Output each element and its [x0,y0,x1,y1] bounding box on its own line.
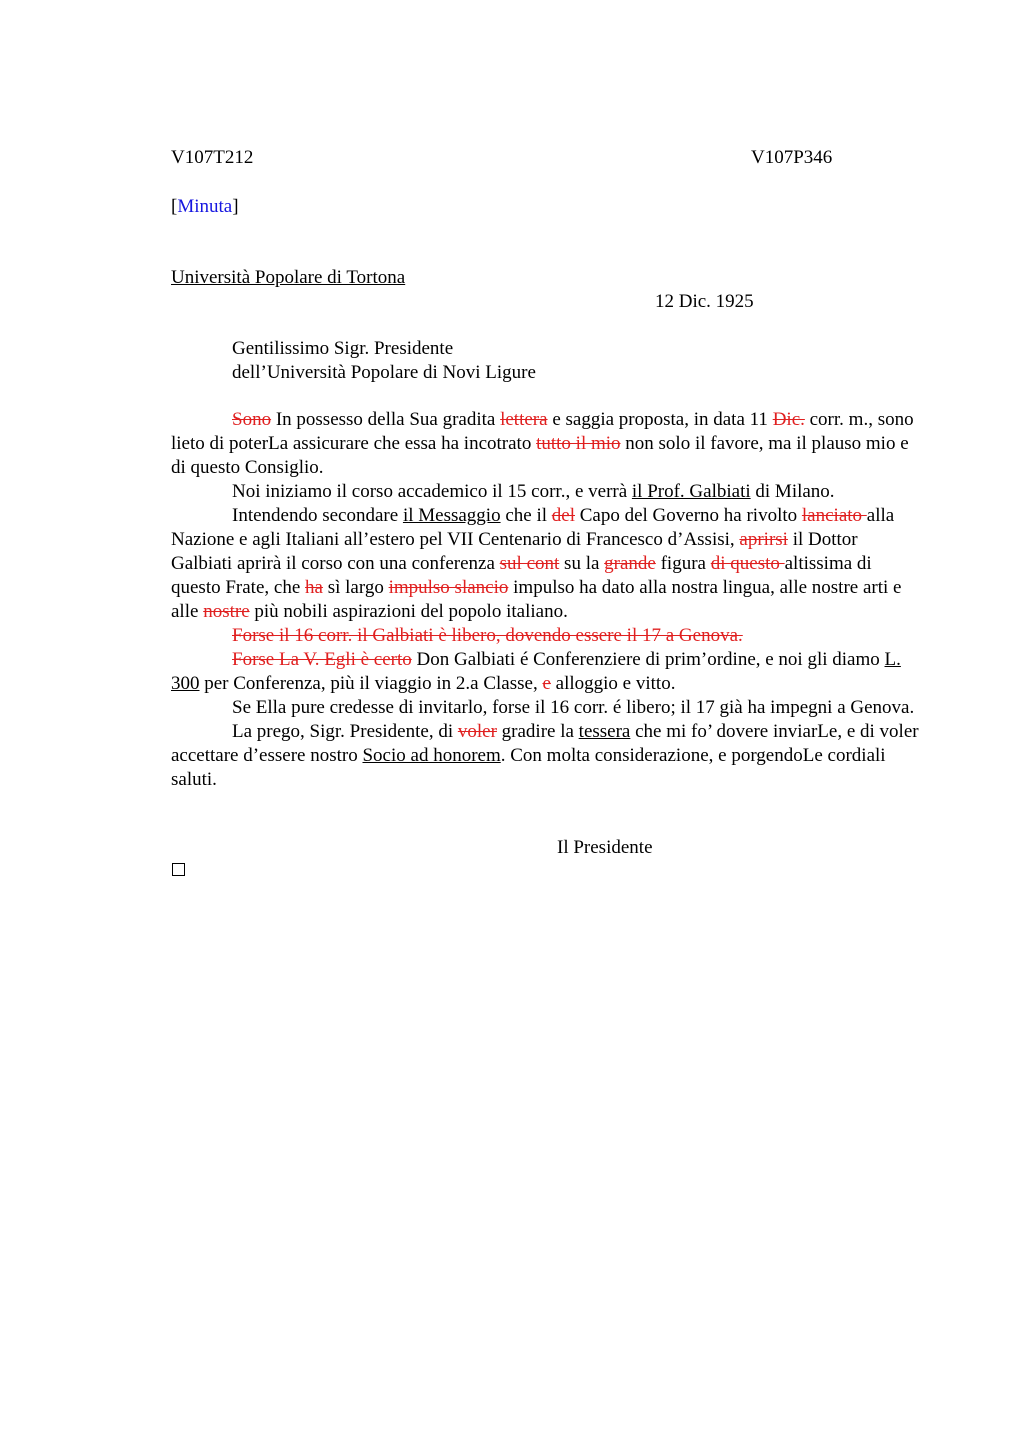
text: corr. m., sono lieto di poterLa assicurare che essa ha incotrato [171,409,914,454]
text: Noi iniziamo il corso accademico il 15 corr., e verrà [232,481,632,502]
salutation-line-1: Gentilissimo Sigr. Presidente [232,338,454,359]
text: impulso ha dato alla nostra lingua, alle nostre arti e alle [171,577,902,622]
underlined-text: Socio ad honorem [362,745,501,766]
deleted-text: di questo [710,553,785,574]
deleted-text: del [551,505,575,526]
deleted-text: impulso slancio [388,577,509,598]
underlined-text: L. 300 [171,649,901,694]
text: Se Ella pure credesse di invitarlo, forse il 16 corr. é libero; il 17 già ha impegni a Genova. [232,697,915,718]
letter-date: 12 Dic. 1925 [655,291,754,312]
text: su la [559,553,605,574]
text: sì largo [322,577,389,598]
deleted-text: sul cont [499,553,560,574]
underlined-text: il Prof. Galbiati [631,481,751,502]
text: il Dottor Galbiati aprirà il corso con una conferenza [171,529,858,574]
deleted-text: ha [305,577,323,598]
deleted-text: grande [604,553,656,574]
deleted-text: Sono [232,409,272,430]
deleted-text: e [542,673,551,694]
deleted-text: tutto il mio [536,433,621,454]
text: gradire la [496,721,579,742]
deleted-text: Dic. [772,409,805,430]
text: altissima di questo Frate, che [171,553,872,598]
letterhead: Università Popolare di Tortona [171,267,406,288]
minuta-label [171,195,239,219]
text: e saggia proposta, in data 11 [547,409,773,430]
minuta-link[interactable]: Minuta [177,196,233,217]
left-document-code: V107T212 [171,147,254,168]
right-document-code: V107P346 [751,147,833,168]
text: per Conferenza, più il viaggio in 2.a Classe, [199,673,543,694]
text: Don Galbiati é Conferenziere di prim’ordine, e noi gli diamo [411,649,885,670]
text: alloggio e vitto. [550,673,676,694]
paragraph-4 [171,624,923,648]
paragraph-2 [171,480,923,504]
deleted-text: voler [457,721,497,742]
paragraph-5 [171,648,923,696]
text: In possesso della Sua gradita [271,409,501,430]
deleted-text: lettera [500,409,548,430]
deleted-text: aprirsi [739,529,788,550]
text: Intendendo secondare [232,505,403,526]
text: . Con molta considerazione, e porgendoLe cordiali saluti. [171,745,886,790]
checkbox-square [172,863,185,876]
deleted-text: Forse La V. Egli è certo [232,649,412,670]
paragraph-6 [171,696,923,720]
paragraph-7 [171,720,923,792]
text: alla Nazione e agli Italiani all’estero pel VII Centenario di Francesco d’Assisi, [171,505,895,550]
deleted-text: lanciato [801,505,867,526]
salutation-line-2: dell’Università Popolare di Novi Ligure [232,362,536,383]
text: Capo del Governo ha rivolto [574,505,802,526]
paragraph-3 [171,504,923,624]
underlined-text: il Messaggio [402,505,501,526]
letter-body [171,408,923,792]
text: La prego, Sigr. Presidente, di [232,721,458,742]
underlined-text: tessera [578,721,631,742]
text: di Milano. [750,481,835,502]
bracket-open: [ [171,196,178,217]
text: che mi fo’ dovere inviarLe, e di voler accettare d’essere nostro [171,721,919,766]
text: che il [500,505,552,526]
paragraph-1 [171,408,923,480]
text: non solo il favore, ma il plauso mio e di questo Consiglio. [171,433,909,478]
signature: Il Presidente [557,837,653,858]
deleted-text: nostre [203,601,250,622]
text: più nobili aspirazioni del popolo italiano. [249,601,568,622]
text: figura [655,553,711,574]
bracket-close: ] [232,196,239,217]
deleted-text: Forse il 16 corr. il Galbiati è libero, dovendo essere il 17 a Genova. [232,625,743,646]
